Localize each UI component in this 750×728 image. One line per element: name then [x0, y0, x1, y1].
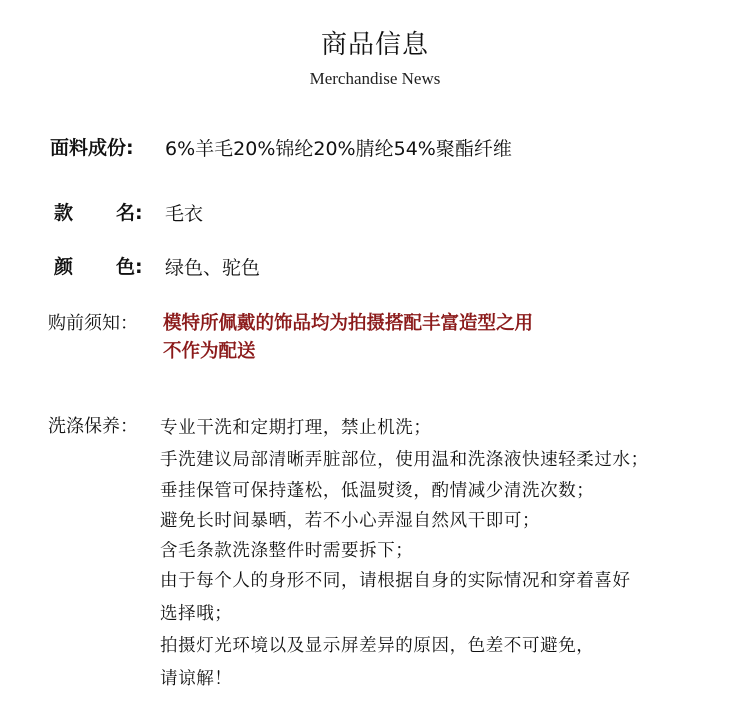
page-title: 商品信息 — [320, 30, 429, 60]
care-line: 避免长时间暴晒，若不小心弄湿自然风干即可； — [160, 511, 541, 531]
care-line: 选择哦； — [160, 604, 233, 624]
care-line: 垂挂保管可保持蓬松，低温熨烫，酌情减少清洗次数； — [160, 481, 595, 501]
color-label-second-part: 色: — [116, 256, 143, 278]
care-label: 洗涤保养： — [48, 416, 138, 437]
fabric-label: 面料成份: — [50, 137, 134, 159]
notice-line-1: 模特所佩戴的饰品均为拍摄搭配丰富造型之用 — [163, 313, 534, 334]
style-label-first-char: 款 — [54, 202, 74, 224]
style-label-second-part: 名: — [116, 202, 143, 224]
color-value: 绿色、驼色 — [165, 257, 261, 279]
care-line: 拍摄灯光环境以及显示屏差异的原因，色差不可避免， — [160, 636, 595, 656]
notice-line-2: 不作为配送 — [163, 341, 256, 362]
fabric-value: 6%羊毛20%锦纶20%腈纶54%聚酯纤维 — [165, 138, 512, 160]
care-line: 专业干洗和定期打理，禁止机洗； — [160, 418, 432, 438]
color-label-first-char: 颜 — [54, 256, 74, 278]
care-line: 手洗建议局部清晰弄脏部位，使用温和洗涤液快速轻柔过水； — [160, 450, 649, 470]
page-subtitle: Merchandise News — [309, 69, 441, 88]
care-line: 请谅解！ — [160, 669, 233, 689]
care-line: 含毛条款洗涤整件时需要拆下； — [160, 541, 414, 561]
notice-label: 购前须知： — [48, 313, 138, 334]
style-value: 毛衣 — [165, 203, 204, 225]
care-line: 由于每个人的身形不同，请根据自身的实际情况和穿着喜好 — [160, 571, 631, 591]
